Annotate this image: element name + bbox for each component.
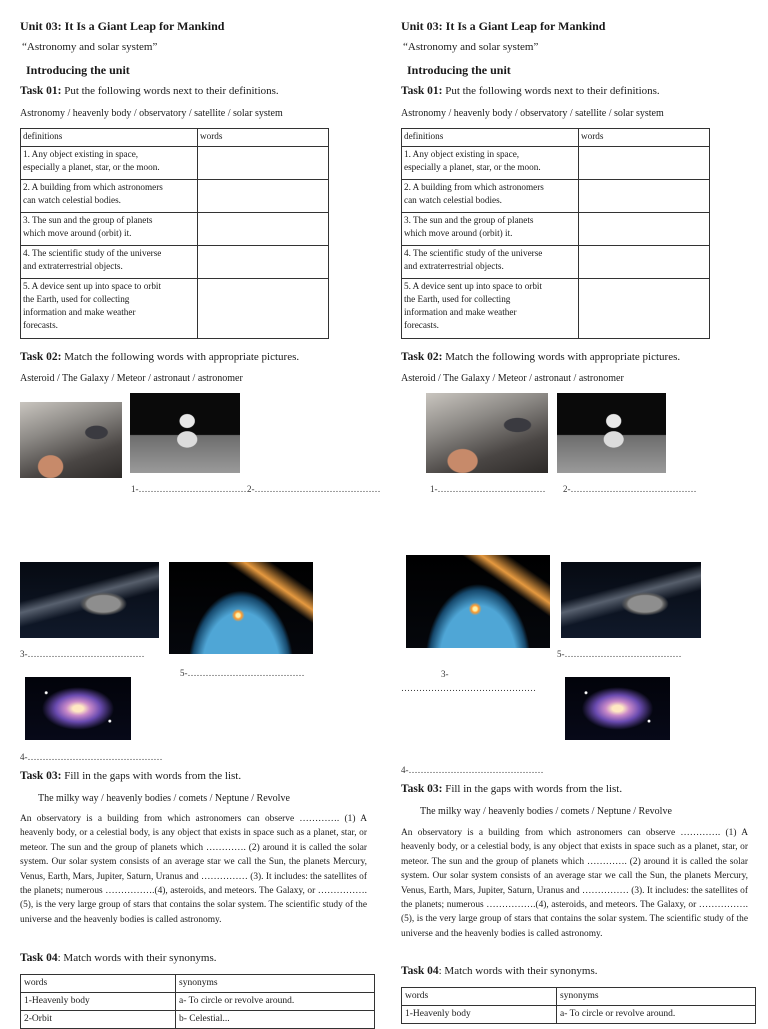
unit-title: Unit 03: It Is a Giant Leap for Mankind — [20, 19, 225, 33]
definitions-table-right — [401, 128, 710, 339]
definition-2: 2. A building from which astronomers can watch celestial bodies. — [21, 180, 198, 213]
blank-3-right-label: 3- — [441, 669, 449, 679]
word-blank-2[interactable] — [198, 180, 329, 213]
task3-text-right: Fill in the gaps with words from the list. — [442, 783, 623, 795]
task2-text: Match the following words with appropriate pictures. — [61, 351, 300, 363]
word-blank-1[interactable] — [198, 147, 329, 180]
task3-instruction — [20, 770, 241, 782]
astronaut-image — [130, 393, 240, 473]
task2-wordlist-right: Asteroid / The Galaxy / Meteor / astronaut / astronomer — [401, 373, 624, 384]
blank-4-right[interactable]: 4-……………………………………… — [401, 765, 544, 775]
task2-text-right: Match the following words with appropriate pictures. — [442, 351, 681, 363]
definition-4-right: 4. The scientific study of the universe and extraterrestrial objects. — [402, 246, 579, 279]
word-blank-5-right[interactable] — [579, 279, 710, 339]
syn-def-b: b- Celestial... — [176, 1011, 375, 1029]
syn-def-a: a- To circle or revolve around. — [176, 993, 375, 1011]
blank-2-right[interactable]: 2-…………………………………… — [563, 484, 697, 494]
table-header-words: words — [198, 129, 329, 147]
task1-instruction — [20, 85, 279, 97]
table-header-definitions: definitions — [21, 129, 198, 147]
synonyms-table-right — [401, 987, 756, 1024]
task1-label: Task 01: — [20, 85, 62, 97]
table-header-definitions-right: definitions — [402, 129, 579, 147]
galaxy-image-right — [565, 677, 670, 740]
introducing-heading: Introducing the unit — [26, 63, 130, 77]
blank-3-right-line[interactable]: ……………………………………… — [401, 683, 536, 693]
blank-5[interactable]: 5-………………………………… — [180, 668, 305, 678]
task3-wordlist: The milky way / heavenly bodies / comets / Neptune / Revolve — [38, 793, 290, 804]
table-header-words-right: words — [579, 129, 710, 147]
syn-header-synonyms: synonyms — [176, 975, 375, 993]
word-blank-2-right[interactable] — [579, 180, 710, 213]
synonyms-table — [20, 974, 375, 1029]
task4-text-right: : Match words with their synonyms. — [438, 965, 598, 977]
definition-5-right: 5. A device sent up into space to orbit the Earth, used for collecting information and make weather forecasts. — [402, 279, 579, 339]
definition-3-right: 3. The sun and the group of planets which move around (orbit) it. — [402, 213, 579, 246]
task1-instruction-right — [401, 85, 660, 97]
blank-1[interactable]: 1-……………………………… — [131, 484, 247, 494]
task3-text: Fill in the gaps with words from the list. — [61, 770, 242, 782]
task4-instruction — [20, 952, 217, 964]
task3-wordlist-right: The milky way / heavenly bodies / comets / Neptune / Revolve — [420, 806, 672, 817]
task1-label-right: Task 01: — [401, 85, 443, 97]
syn-header-synonyms-right: synonyms — [557, 988, 756, 1006]
asteroid-image-right — [561, 562, 701, 638]
task2-label-right: Task 02: — [401, 351, 443, 363]
task1-text-right: Put the following words next to their definitions. — [442, 85, 660, 97]
syn-header-words-right: words — [402, 988, 557, 1006]
task2-instruction — [20, 351, 299, 363]
observatory-image-right — [426, 393, 548, 473]
task3-paragraph: An observatory is a building from which astronomers can observe …………. (1) A heavenly body, or a celestial body, is any object that exists in space such as a planet, star, or meteor. The sun and the group of planets which …………. (2) around it is called the solar system. Our solar system consists of an average star we call the Sun, the planets Mercury, Venus, Earth, Mars, Jupiter, Saturn, Uranus and …………… (3). It includes: the satellites of the planets; numerous …………….(4), asteroids, and meteors. The Galaxy, or ……………. (5), is the very large group of stars that contains the solar system. The scientific study of the universe and the heavenly bodies is called astronomy. — [20, 814, 367, 925]
task4-label-right: Task 04 — [401, 965, 439, 977]
definition-1: 1. Any object existing in space, especially a planet, star, or the moon. — [21, 147, 198, 180]
word-blank-3[interactable] — [198, 213, 329, 246]
word-blank-5[interactable] — [198, 279, 329, 339]
task1-text: Put the following words next to their definitions. — [61, 85, 279, 97]
definition-2-right: 2. A building from which astronomers can watch celestial bodies. — [402, 180, 579, 213]
unit-title-right: Unit 03: It Is a Giant Leap for Mankind — [401, 19, 606, 33]
task3-label-right: Task 03: — [401, 783, 443, 795]
syn-word-1: 1-Heavenly body — [21, 993, 176, 1011]
blank-2[interactable]: 2-…………………………………… — [247, 484, 381, 494]
subtitle-right: “Astronomy and solar system” — [403, 41, 539, 53]
introducing-heading-right: Introducing the unit — [407, 63, 511, 77]
blank-3[interactable]: 3-………………………………… — [20, 649, 145, 659]
task2-label: Task 02: — [20, 351, 62, 363]
asteroid-image — [20, 562, 159, 638]
definitions-table — [20, 128, 329, 339]
syn-word-1-right: 1-Heavenly body — [402, 1006, 557, 1024]
task2-wordlist: Asteroid / The Galaxy / Meteor / astronaut / astronomer — [20, 373, 243, 384]
definition-1-right: 1. Any object existing in space, especially a planet, star, or the moon. — [402, 147, 579, 180]
syn-header-words: words — [21, 975, 176, 993]
subtitle: “Astronomy and solar system” — [22, 41, 158, 53]
task2-instruction-right — [401, 351, 680, 363]
definition-3: 3. The sun and the group of planets which move around (orbit) it. — [21, 213, 198, 246]
task1-wordlist: Astronomy / heavenly body / observatory / satellite / solar system — [20, 108, 283, 119]
task4-text: : Match words with their synonyms. — [57, 952, 217, 964]
word-blank-3-right[interactable] — [579, 213, 710, 246]
word-blank-4[interactable] — [198, 246, 329, 279]
word-blank-4-right[interactable] — [579, 246, 710, 279]
task3-instruction-right — [401, 783, 622, 795]
syn-def-a-right: a- To circle or revolve around. — [557, 1006, 756, 1024]
task4-instruction-right — [401, 965, 598, 977]
meteor-image — [169, 562, 313, 654]
blank-5-right[interactable]: 5-………………………………… — [557, 649, 682, 659]
word-blank-1-right[interactable] — [579, 147, 710, 180]
blank-1-right[interactable]: 1-……………………………… — [430, 484, 546, 494]
task4-label: Task 04 — [20, 952, 58, 964]
observatory-image — [20, 402, 122, 478]
blank-4[interactable]: 4-……………………………………… — [20, 752, 163, 762]
definition-5: 5. A device sent up into space to orbit the Earth, used for collecting information and make weather forecasts. — [21, 279, 198, 339]
task3-paragraph-right: An observatory is a building from which astronomers can observe …………. (1) A heavenly body, or a celestial body, is any object that exists in space such as a planet, star, or meteor. The sun and the group of planets which …………. (2) around it is called the solar system. Our solar system consists of an average star we call the Sun, the planets Mercury, Venus, Earth, Mars, Jupiter, Saturn, Uranus and …………… (3). It includes: the satellites of the planets; numerous …………….(4), asteroids, and meteors. The Galaxy, or ……………. (5), is the very large group of stars that contains the solar system. The scientific study of the universe and the heavenly bodies is called astronomy. — [401, 828, 748, 939]
galaxy-image — [25, 677, 131, 740]
task1-wordlist-right: Astronomy / heavenly body / observatory / satellite / solar system — [401, 108, 664, 119]
task3-label: Task 03: — [20, 770, 62, 782]
astronaut-image-right — [557, 393, 666, 473]
definition-4: 4. The scientific study of the universe and extraterrestrial objects. — [21, 246, 198, 279]
syn-word-2: 2-Orbit — [21, 1011, 176, 1029]
meteor-image-right — [406, 555, 550, 648]
